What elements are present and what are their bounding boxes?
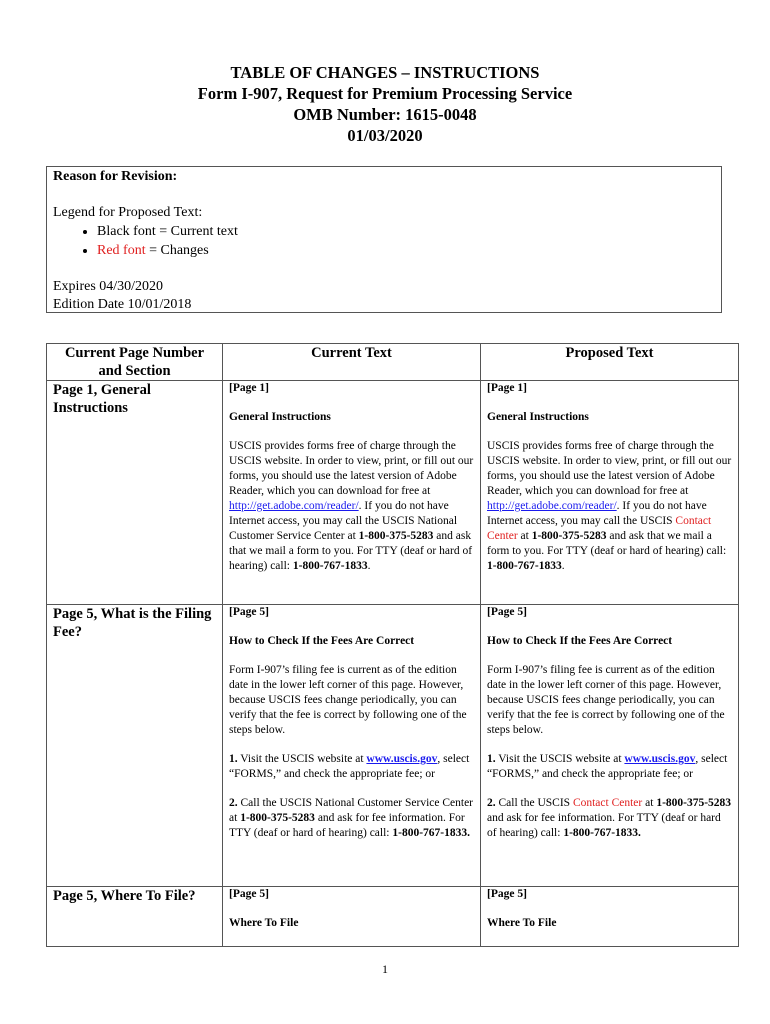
page-ref: [Page 5] bbox=[229, 606, 269, 618]
document-header bbox=[0, 62, 770, 146]
edition-date: Edition Date 10/01/2018 bbox=[53, 297, 192, 312]
text-span: and ask that we mail a form to you. For TTY (deaf or hard of hearing) call: bbox=[487, 530, 727, 557]
proposed-text-cell bbox=[481, 887, 739, 947]
legend-list bbox=[53, 222, 721, 260]
cell-paragraph: Form I-907’s filing fee is current as of the edition date in the lower left corner of this page. However, because USCIS fees change periodically, you can verify that the fee is correct by following one of the steps below. bbox=[229, 664, 467, 736]
text-span: Call the USCIS bbox=[495, 797, 573, 809]
changed-text: Contact Center bbox=[572, 797, 643, 809]
uscis-website-link[interactable]: www.uscis.gov bbox=[624, 753, 696, 765]
tty-number: 1-800-767-1833 bbox=[487, 560, 562, 572]
cell-heading: How to Check If the Fees Are Correct bbox=[487, 635, 673, 647]
proposed-text-cell bbox=[481, 381, 739, 605]
text-span: , select “FORMS,” and check the appropriate fee; or bbox=[229, 753, 470, 780]
header-section: Current Page Number and Section bbox=[47, 344, 223, 381]
text-span: . If you do not have Internet access, you may call the USCIS National Customer Service Center at bbox=[229, 500, 458, 542]
text-span: , select “FORMS,” and check the appropriate fee; or bbox=[487, 753, 728, 780]
page-ref: [Page 5] bbox=[229, 888, 269, 900]
legend-red-label: Red font bbox=[97, 243, 146, 258]
section-cell: Page 5, What is the Filing Fee? bbox=[47, 605, 223, 887]
adobe-reader-link[interactable]: http://get.adobe.com/reader/ bbox=[487, 500, 617, 512]
step-number: 2. bbox=[229, 797, 238, 809]
step-number: 2. bbox=[487, 797, 496, 809]
header-title: TABLE OF CHANGES – INSTRUCTIONS bbox=[230, 63, 540, 82]
cell-heading: How to Check If the Fees Are Correct bbox=[229, 635, 415, 647]
text-span: and ask for fee information. For TTY (deaf or hard of hearing) call: bbox=[487, 812, 721, 839]
adobe-reader-link[interactable]: http://get.adobe.com/reader/ bbox=[229, 500, 359, 512]
text-span: USCIS provides forms free of charge through the USCIS website. In order to view, print, or fill out our forms, you should use the latest version of Adobe Reader, which you can download for free at bbox=[229, 440, 474, 497]
text-span: Visit the USCIS website at bbox=[495, 753, 625, 765]
expires-date: Expires 04/30/2020 bbox=[53, 279, 164, 294]
section-cell: Page 1, General Instructions bbox=[47, 381, 223, 605]
phone-number: 1-800-375-5283 bbox=[656, 797, 732, 809]
header-current-text: Current Text bbox=[223, 344, 481, 381]
text-span: . If you do not have Internet access, you may call the USCIS bbox=[487, 500, 707, 527]
table-row bbox=[47, 887, 739, 947]
current-text-cell bbox=[223, 887, 481, 947]
text-span: Call the USCIS National Customer Service Center at bbox=[229, 797, 474, 824]
tty-number: 1-800-767-1833 bbox=[292, 560, 368, 572]
text-span: at bbox=[517, 530, 532, 542]
phone-number: 1-800-375-5283 bbox=[531, 530, 607, 542]
text-span: Visit the USCIS website at bbox=[237, 753, 367, 765]
tty-number: 1-800-767-1833. bbox=[563, 827, 641, 839]
cell-paragraph bbox=[229, 439, 474, 574]
step-1 bbox=[487, 752, 732, 782]
table-row bbox=[47, 381, 739, 605]
table-row bbox=[47, 605, 739, 887]
page-ref: [Page 1] bbox=[229, 382, 269, 394]
step-2 bbox=[487, 796, 732, 841]
step-number: 1. bbox=[487, 753, 496, 765]
legend-item-red bbox=[97, 241, 721, 260]
text-span: . bbox=[367, 560, 371, 572]
legend-title: Legend for Proposed Text: bbox=[53, 205, 203, 220]
header-form-name: Form I-907, Request for Premium Processing Service bbox=[197, 84, 573, 103]
tty-number: 1-800-767-1833. bbox=[392, 827, 470, 839]
page-number: 1 bbox=[382, 962, 388, 976]
phone-number: 1-800-375-5283 bbox=[240, 812, 315, 824]
changes-table bbox=[46, 343, 739, 947]
table-header-row bbox=[47, 344, 739, 381]
text-span: and ask for fee information. For TTY (deaf or hard of hearing) call: bbox=[229, 812, 465, 839]
header-date: 01/03/2020 bbox=[347, 126, 423, 145]
header-omb-number: OMB Number: 1615-0048 bbox=[293, 105, 477, 124]
text-span: USCIS provides forms free of charge through the USCIS website. In order to view, print, or fill out our forms, you should use the latest version of Adobe Reader, which you can download for free at bbox=[487, 440, 732, 497]
uscis-website-link[interactable]: www.uscis.gov bbox=[366, 753, 438, 765]
legend-red-desc: = Changes bbox=[145, 243, 209, 258]
page-ref: [Page 5] bbox=[487, 888, 527, 900]
text-span: at bbox=[642, 797, 657, 809]
current-text-cell bbox=[223, 381, 481, 605]
legend-black-label: Black font bbox=[97, 224, 156, 239]
step-number: 1. bbox=[229, 753, 238, 765]
step-1 bbox=[229, 752, 474, 782]
page-ref: [Page 1] bbox=[487, 382, 527, 394]
step-2 bbox=[229, 796, 474, 841]
cell-heading: General Instructions bbox=[487, 411, 589, 423]
current-text-cell bbox=[223, 605, 481, 887]
page-ref: [Page 5] bbox=[487, 606, 527, 618]
phone-number: 1-800-375-5283 bbox=[358, 530, 434, 542]
cell-paragraph: Form I-907’s filing fee is current as of the edition date in the lower left corner of this page. However, because USCIS fees change periodically, you can verify that the fee is correct by following one of the steps below. bbox=[487, 664, 725, 736]
cell-heading: General Instructions bbox=[229, 411, 331, 423]
reason-for-revision-box bbox=[46, 166, 722, 313]
text-span: and ask that we mail a form to you. For TTY (deaf or hard of hearing) call: bbox=[229, 530, 473, 572]
changed-text: Contact Center bbox=[487, 515, 712, 542]
text-span: . bbox=[561, 560, 565, 572]
section-cell: Page 5, Where To File? bbox=[47, 887, 223, 947]
legend-black-desc: = Current text bbox=[155, 224, 238, 239]
proposed-text-cell bbox=[481, 605, 739, 887]
reason-title: Reason for Revision: bbox=[53, 169, 178, 184]
legend-item-black bbox=[97, 222, 721, 241]
cell-heading: Where To File bbox=[229, 917, 299, 929]
cell-heading: Where To File bbox=[487, 917, 557, 929]
cell-paragraph bbox=[487, 439, 732, 574]
header-proposed-text: Proposed Text bbox=[481, 344, 739, 381]
